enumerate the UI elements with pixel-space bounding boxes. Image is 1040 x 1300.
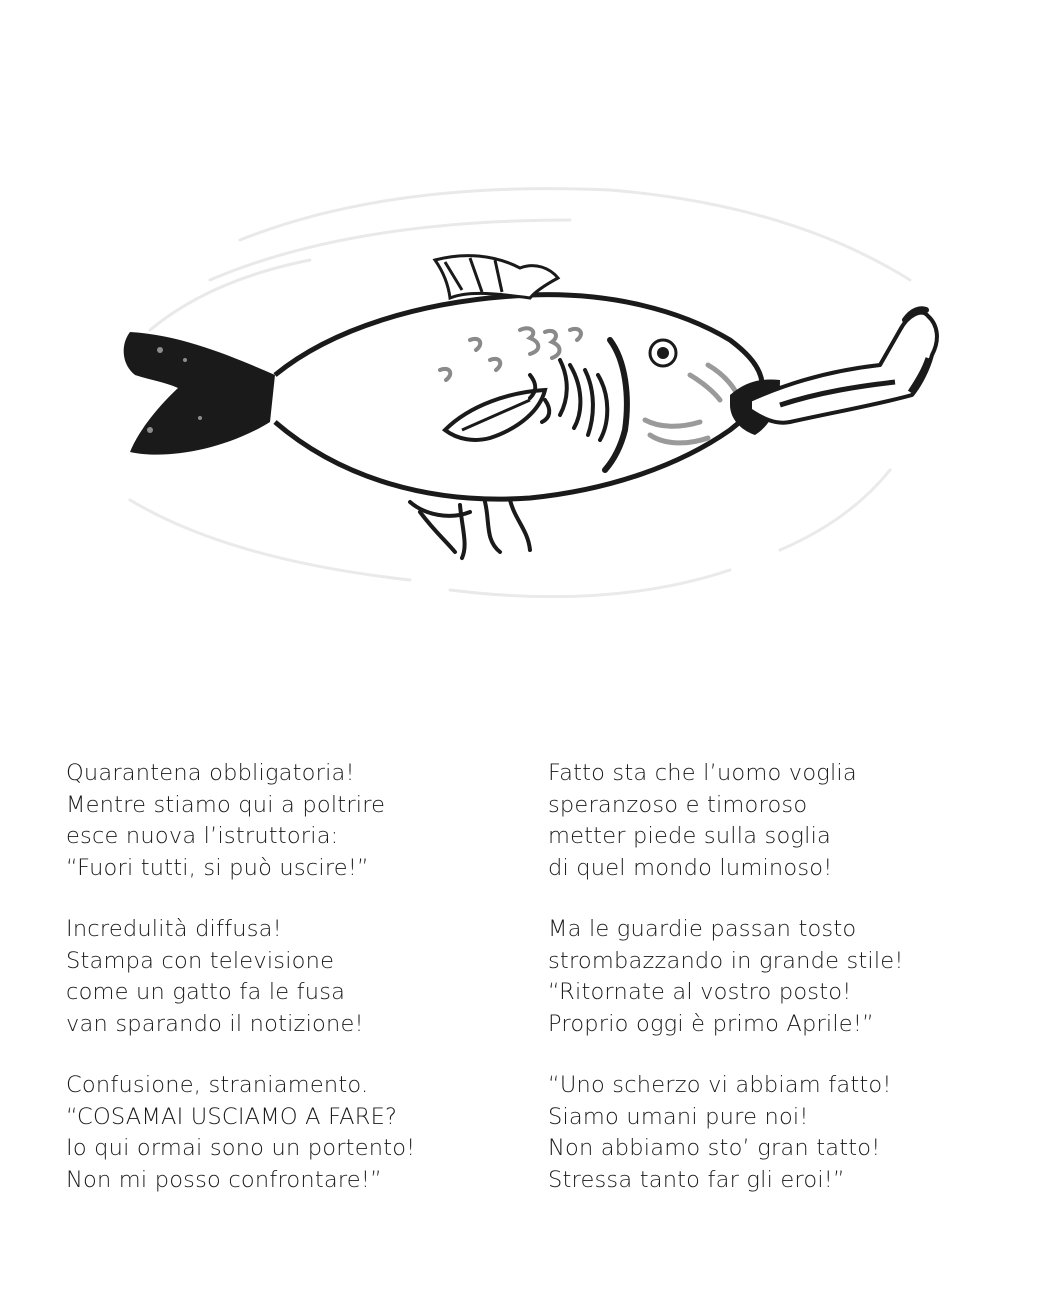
poem-line: Confusione, straniamento. [66, 1072, 369, 1098]
poem-line: di quel mondo luminoso! [548, 854, 833, 881]
poem-line: Non abbiamo sto’ gran tatto! [548, 1135, 881, 1161]
poem-line: Non mi posso confrontare!” [66, 1166, 382, 1193]
stanza-2 [66, 914, 496, 1040]
poem-line: Proprio oggi è primo Aprile!” [548, 1010, 874, 1037]
stanza-4 [548, 758, 978, 884]
poem-line: Mentre stiamo qui a poltrire [66, 791, 386, 818]
stanza-3 [66, 1070, 496, 1196]
poem-line: speranzoso e timoroso [548, 791, 808, 818]
poem-line: esce nuova l’istruttoria: [66, 823, 339, 849]
poem-line: strombazzando in grande stile! [548, 947, 904, 974]
poem-line: van sparando il notizione! [66, 1010, 364, 1037]
fish-illustration [90, 160, 970, 620]
poem-line: Quarantena obbligatoria! [66, 760, 355, 786]
poem-line: Stressa tanto far gli eroi!” [548, 1166, 845, 1193]
poem-line: “COSAMAI USCIAMO A FARE? [66, 1103, 398, 1130]
poem-line: come un gatto fa le fusa [66, 979, 346, 1005]
poem-line: Incredulità diffusa! [66, 916, 282, 942]
poem-line: Stampa con televisione [66, 947, 335, 974]
poem-left-column [66, 758, 496, 1226]
stanza-1 [66, 758, 496, 884]
poem-line: “Ritornate al vostro posto! [548, 979, 852, 1005]
poem-right-column [548, 758, 978, 1226]
poem-line: Siamo umani pure noi! [548, 1103, 809, 1130]
poem-line: metter piede sulla soglia [548, 823, 832, 849]
poem-line: Ma le guardie passan tosto [548, 916, 857, 942]
fish-swallowing-man-icon [90, 160, 970, 620]
stanza-5 [548, 914, 978, 1040]
poem-line: Fatto sta che l’uomo voglia [548, 760, 857, 786]
poem-line: “Fuori tutti, si può uscire!” [66, 854, 369, 881]
poem-line: Io qui ormai sono un portento! [66, 1135, 416, 1161]
poem-line: “Uno scherzo vi abbiam fatto! [548, 1072, 892, 1098]
stanza-6 [548, 1070, 978, 1196]
